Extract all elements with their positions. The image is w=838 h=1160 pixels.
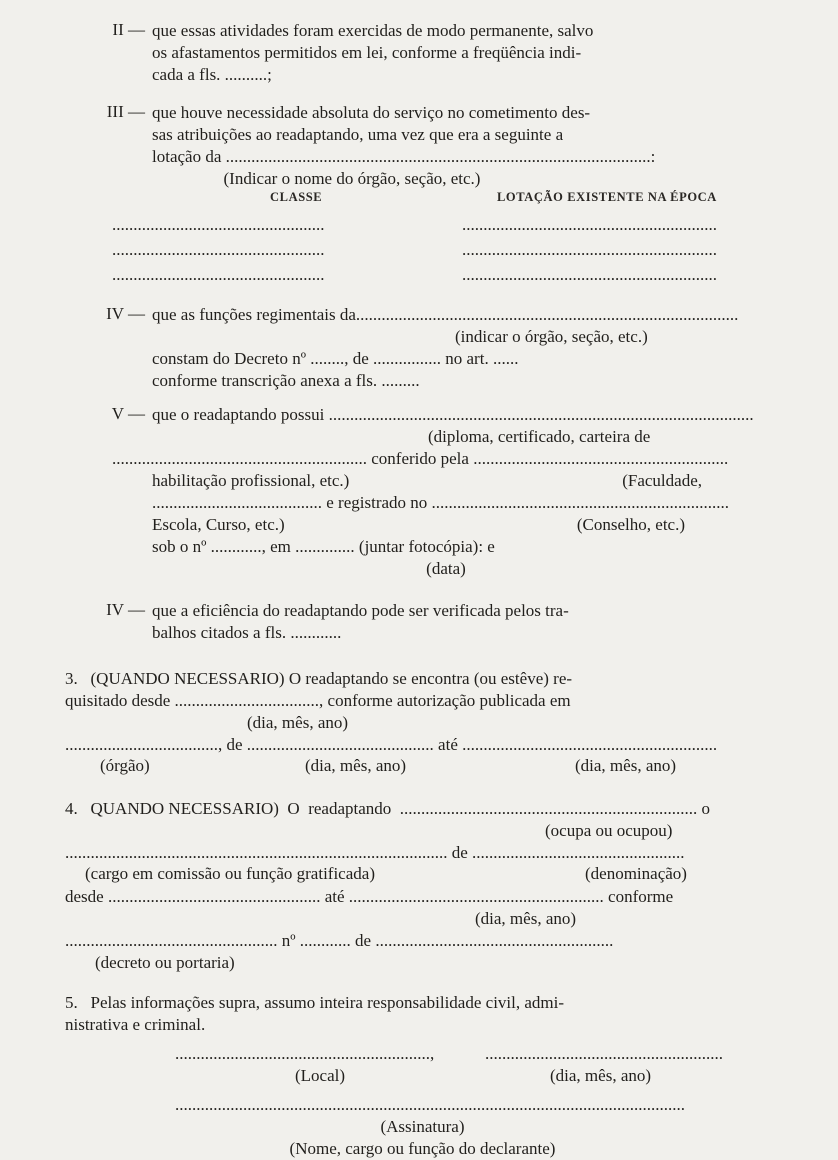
lotacao-blank-field: ............................................................ xyxy=(462,215,717,234)
table-row xyxy=(112,265,780,290)
section-3 xyxy=(65,668,780,778)
item-iii xyxy=(65,102,780,290)
dia-mes-ano-hint-label: (dia, mês, ano) xyxy=(305,756,407,775)
eficiencia-line-1: que a eficiência do readaptando pode ser verificada pelos tra- xyxy=(152,601,569,620)
section-3-line-1: 3. (QUANDO NECESSARIO) O readaptando se encontra (ou estêve) re- xyxy=(65,669,573,688)
item-iii-line-2: sas atribuições ao readaptando, uma vez que era a seguinte a xyxy=(152,125,564,144)
orgao-hint-label: (órgão) xyxy=(100,756,150,775)
section-3-labels-row xyxy=(65,756,780,778)
orgao-datas-blank-line: ...................................., de ............................................ até ............................................................ xyxy=(65,735,718,754)
faculdade-hint-label: (Faculdade, xyxy=(622,471,702,490)
assinatura-blank-line: ........................................................................................................................ xyxy=(175,1095,685,1114)
section-5-line-2: nistrativa e criminal. xyxy=(65,1015,206,1034)
classe-blank-field: .................................................. xyxy=(112,215,325,234)
local-data-blank-row xyxy=(65,1044,780,1066)
conferido-pela-line: ............................................................ conferido pela ............................................................ xyxy=(112,449,729,468)
item-v xyxy=(65,404,780,580)
local-hint-label: (Local) xyxy=(295,1066,346,1085)
orgao-hint-label: (Indicar o nome do órgão, seção, etc.) xyxy=(223,169,481,188)
sob-numero-line: sob o nº ............, em .............. (juntar fotocópia): e xyxy=(152,537,495,556)
item-ii-line-2: os afastamentos permitidos em lei, conforme a freqüência indi- xyxy=(152,43,582,62)
local-data-labels-row xyxy=(65,1066,780,1088)
readaptando-possui-line: que o readaptando possui .................................................................................................... xyxy=(152,405,754,424)
dia-mes-ano-hint-label: (dia, mês, ano) xyxy=(550,1066,652,1085)
habilitacao-faculdade-line xyxy=(152,470,780,492)
data-blank-field: ........................................................ xyxy=(485,1044,723,1063)
table-row xyxy=(112,240,780,265)
item-v-numeral: V — xyxy=(111,404,145,423)
decreto-line: constam do Decreto nº ........, de ................ no art. ...... xyxy=(152,349,519,368)
assinatura-hint-label: (Assinatura) xyxy=(380,1117,465,1136)
section-4-labels-row xyxy=(65,864,780,886)
habilitacao-hint-label: habilitação profissional, etc.) xyxy=(152,471,350,490)
ocupa-ocupou-hint-label: (ocupa ou ocupou) xyxy=(545,821,673,840)
cargo-denominacao-blank-line: .......................................................................................... de .................................................. xyxy=(65,843,685,862)
decreto-numero-line: .................................................. nº ............ de ........................................................ xyxy=(65,931,614,950)
escola-conselho-line xyxy=(152,514,780,536)
item-vi xyxy=(65,600,780,644)
dia-mes-ano-hint-label: (dia, mês, ano) xyxy=(575,756,677,775)
section-5 xyxy=(65,992,780,1160)
eficiencia-line-2: balhos citados a fls. ............ xyxy=(152,623,342,642)
item-vi-numeral: IV — xyxy=(106,600,145,619)
table-header-row xyxy=(152,190,780,215)
item-iv xyxy=(65,304,780,392)
nome-cargo-hint-label: (Nome, cargo ou função do declarante) xyxy=(289,1139,556,1158)
diploma-hint-label: (diploma, certificado, carteira de xyxy=(428,427,651,446)
lotacao-blank-field: ............................................................ xyxy=(462,265,717,284)
lotacao-blank-field: ............................................................ xyxy=(462,240,717,259)
column-header-lotacao: LOTAÇÃO EXISTENTE NA ÉPOCA xyxy=(497,190,717,204)
section-4-line-1: 4. QUANDO NECESSARIO) O readaptando ...................................................................... o xyxy=(65,799,711,818)
classe-blank-field: .................................................. xyxy=(112,240,325,259)
local-blank-field: ............................................................, xyxy=(175,1044,435,1063)
table-row xyxy=(112,215,780,240)
denominacao-hint-label: (denominação) xyxy=(585,864,687,883)
dia-mes-ano-hint-label: (dia, mês, ano) xyxy=(475,909,577,928)
transcricao-line: conforme transcrição anexa a fls. ......... xyxy=(152,371,420,390)
item-iv-numeral: IV — xyxy=(106,304,145,323)
orgao-secao-hint-label: (indicar o órgão, seção, etc.) xyxy=(455,327,648,346)
escola-hint-label: Escola, Curso, etc.) xyxy=(152,515,285,534)
conselho-hint-label: (Conselho, etc.) xyxy=(576,515,685,534)
item-iii-line-1: que houve necessidade absoluta do serviço no cometimento des- xyxy=(152,103,591,122)
decreto-portaria-hint-label: (decreto ou portaria) xyxy=(95,953,235,972)
lotacao-blank-line: lotação da ....................................................................................................: xyxy=(152,147,656,166)
funcoes-regimentais-line: que as funções regimentais da.......................................................................................... xyxy=(152,305,739,324)
dia-mes-ano-hint-label: (dia, mês, ano) xyxy=(247,713,349,732)
classe-blank-field: .................................................. xyxy=(112,265,325,284)
item-ii-line-3: cada a fls. ..........; xyxy=(152,65,272,84)
item-iii-numeral: III — xyxy=(106,102,145,121)
section-4 xyxy=(65,798,780,974)
item-ii-line-1: que essas atividades foram exercidas de modo permanente, salvo xyxy=(152,21,594,40)
column-header-classe: CLASSE xyxy=(270,190,323,204)
section-5-line-1: 5. Pelas informações supra, assumo inteira responsabilidade civil, admi- xyxy=(65,993,565,1012)
desde-ate-line: desde .................................................. até ............................................................ conforme xyxy=(65,887,674,906)
registrado-no-line: ........................................ e registrado no ...................................................................... xyxy=(152,493,730,512)
item-ii-numeral: II — xyxy=(112,20,145,39)
item-ii xyxy=(65,20,780,86)
data-hint-label: (data) xyxy=(426,559,466,578)
section-3-line-2: quisitado desde .................................., conforme autorização publicada em xyxy=(65,691,571,710)
cargo-comissao-hint-label: (cargo em comissão ou função gratificada) xyxy=(85,864,375,883)
